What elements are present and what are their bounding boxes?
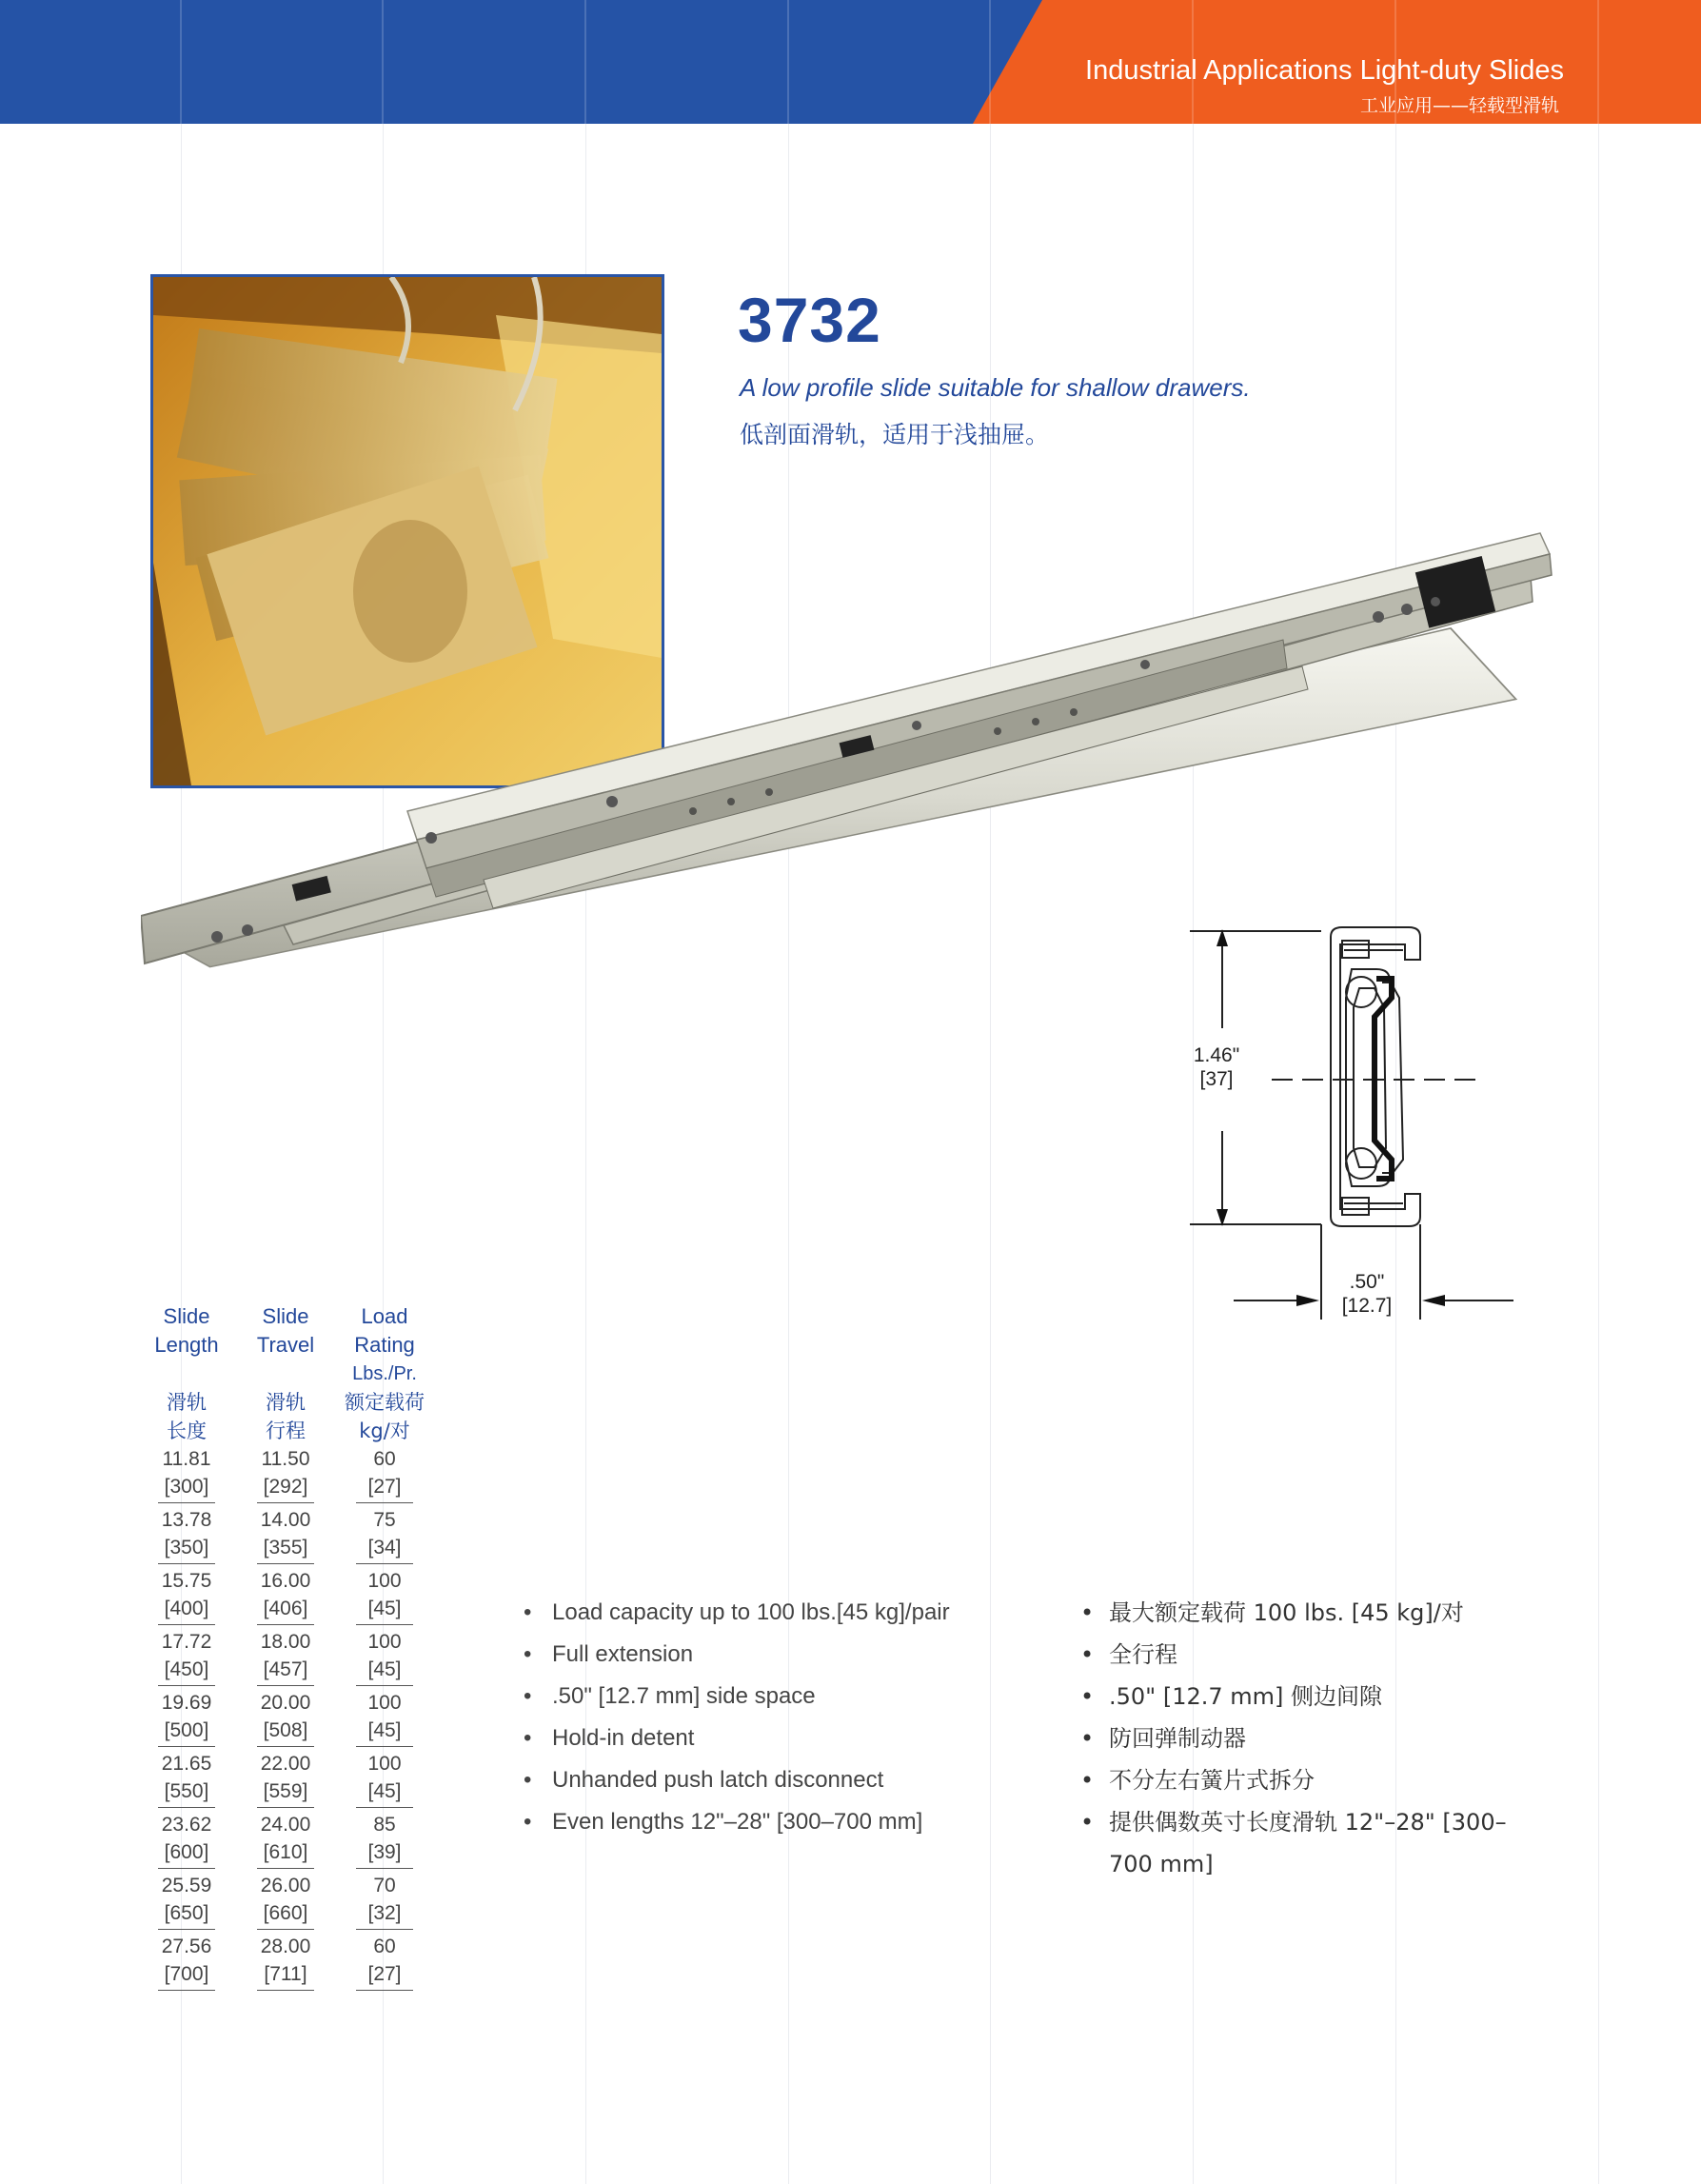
table-cell — [139, 1628, 234, 1683]
cell-value-imperial: 26.00 — [260, 1875, 311, 1896]
cell-value-imperial: 22.00 — [260, 1753, 311, 1775]
cell-value-metric: [700] — [164, 1963, 209, 1985]
bullet-icon: • — [524, 1683, 532, 1709]
cell-value-metric: [650] — [164, 1902, 209, 1924]
header-subtitle: 工业应用——轻载型滑轨 — [1359, 95, 1559, 116]
table-cell — [139, 1811, 234, 1866]
table-cell — [238, 1872, 333, 1927]
cell-value-imperial: 70 — [373, 1875, 396, 1896]
table-cell — [139, 1445, 234, 1500]
bullet-icon: • — [524, 1641, 532, 1667]
row-divider — [356, 1929, 413, 1930]
cell-value-imperial: 27.56 — [161, 1936, 212, 1957]
cell-value-metric: [600] — [164, 1841, 209, 1863]
row-divider — [356, 1502, 413, 1503]
cell-value-metric: [450] — [164, 1658, 209, 1680]
feature-text: .50" [12.7 mm] side space — [552, 1683, 816, 1709]
side-space-inches: .50" — [1349, 1271, 1385, 1293]
cell-value-imperial: 11.81 — [162, 1448, 211, 1470]
row-divider — [356, 1868, 413, 1869]
cell-value-metric: [610] — [263, 1841, 308, 1863]
cell-value-metric: [27] — [367, 1476, 402, 1498]
cell-value-metric: [400] — [164, 1598, 209, 1619]
side-space-mm: [12.7] — [1341, 1295, 1393, 1317]
cell-value-imperial: 13.78 — [161, 1509, 212, 1531]
table-cell — [337, 1933, 432, 1988]
feature-item — [1078, 1592, 1528, 1634]
feature-item — [522, 1634, 950, 1676]
grid-line — [1598, 0, 1599, 2184]
cell-value-metric: [500] — [164, 1719, 209, 1741]
cell-value-metric: [457] — [263, 1658, 308, 1680]
row-divider — [356, 1746, 413, 1747]
row-divider — [158, 1807, 215, 1808]
cell-value-metric: [39] — [367, 1841, 402, 1863]
row-divider — [158, 1624, 215, 1625]
cell-value-metric: [350] — [164, 1537, 209, 1559]
bullet-icon: • — [1080, 1767, 1095, 1794]
table-row — [143, 1750, 419, 1811]
table-cell — [139, 1689, 234, 1744]
bullet-icon: • — [524, 1599, 532, 1625]
row-divider — [356, 1563, 413, 1564]
column-header-slide-travel — [238, 1302, 333, 1445]
table-row — [143, 1567, 419, 1628]
feature-item — [1078, 1676, 1528, 1717]
ball-bearing-slide-illustration — [141, 526, 1588, 983]
table-cell — [238, 1567, 333, 1622]
cell-value-imperial: 100 — [367, 1692, 402, 1714]
table-cell — [337, 1872, 432, 1927]
header-line-zh: 长度 — [167, 1420, 207, 1442]
cell-value-imperial: 15.75 — [161, 1570, 212, 1592]
table-cell — [337, 1628, 432, 1683]
cell-value-metric: [45] — [367, 1658, 402, 1680]
header-line: Rating — [354, 1333, 415, 1357]
row-divider — [257, 1685, 314, 1686]
model-number: 3732 — [738, 285, 881, 355]
cell-value-imperial: 11.50 — [261, 1448, 310, 1470]
cell-value-imperial: 75 — [373, 1509, 396, 1531]
cell-value-metric: [34] — [367, 1537, 402, 1559]
cell-value-imperial: 20.00 — [260, 1692, 311, 1714]
feature-text: 全行程 — [1109, 1641, 1177, 1668]
feature-text: Full extension — [552, 1641, 694, 1667]
header-line — [139, 1360, 234, 1388]
cell-value-metric: [559] — [263, 1780, 308, 1802]
cell-value-imperial: 23.62 — [161, 1814, 212, 1836]
grid-line — [990, 0, 991, 2184]
header-line: Lbs./Pr. — [352, 1363, 417, 1384]
table-cell — [238, 1750, 333, 1805]
bullet-icon: • — [524, 1767, 532, 1793]
cell-value-imperial: 14.00 — [260, 1509, 311, 1531]
row-divider — [158, 1502, 215, 1503]
feature-item — [522, 1801, 950, 1843]
cell-value-imperial: 21.65 — [161, 1753, 212, 1775]
header-line: Length — [154, 1333, 219, 1357]
cell-value-imperial: 100 — [367, 1631, 402, 1653]
cell-value-imperial: 16.00 — [260, 1570, 311, 1592]
table-cell — [238, 1933, 333, 1988]
row-divider — [158, 1990, 215, 1991]
table-cell — [139, 1933, 234, 1988]
feature-text: Unhanded push latch disconnect — [552, 1767, 884, 1793]
bullet-icon: • — [1080, 1809, 1095, 1836]
cell-value-metric: [27] — [367, 1963, 402, 1985]
table-row — [143, 1811, 419, 1872]
tagline-chinese: 低剖面滑轨，适用于浅抽屉。 — [740, 421, 1050, 448]
feature-item — [1078, 1801, 1528, 1885]
bullet-icon: • — [524, 1725, 532, 1751]
table-cell — [337, 1689, 432, 1744]
feature-item — [1078, 1759, 1528, 1801]
bullet-icon: • — [1080, 1599, 1095, 1626]
feature-text: 防回弹制动器 — [1109, 1725, 1246, 1752]
cell-value-imperial: 85 — [373, 1814, 396, 1836]
table-cell — [139, 1750, 234, 1805]
row-divider — [158, 1685, 215, 1686]
cell-value-imperial: 60 — [373, 1448, 396, 1470]
cell-value-metric: [711] — [264, 1963, 307, 1985]
row-divider — [158, 1868, 215, 1869]
header-line: Load — [361, 1304, 408, 1328]
cell-value-metric: [508] — [263, 1719, 308, 1741]
bullet-icon: • — [1080, 1683, 1095, 1710]
height-dimension-label — [1188, 1043, 1245, 1091]
feature-item — [1078, 1717, 1528, 1759]
row-divider — [257, 1746, 314, 1747]
header-line-zh: 额定载荷 — [345, 1391, 425, 1414]
table-cell — [238, 1689, 333, 1744]
row-divider — [257, 1502, 314, 1503]
cell-value-imperial: 28.00 — [260, 1936, 311, 1957]
cross-section-drawing — [1188, 922, 1531, 1321]
feature-text: .50" [12.7 mm] 侧边间隙 — [1109, 1683, 1383, 1710]
height-mm: [37] — [1199, 1068, 1234, 1090]
cell-value-imperial: 100 — [367, 1753, 402, 1775]
row-divider — [257, 1990, 314, 1991]
cell-value-imperial: 19.69 — [161, 1692, 212, 1714]
features-english — [522, 1592, 950, 1843]
table-row — [143, 1445, 419, 1506]
cell-value-metric: [355] — [263, 1537, 308, 1559]
feature-item — [1078, 1634, 1528, 1676]
cell-value-metric: [300] — [164, 1476, 209, 1498]
header-line: Travel — [256, 1333, 315, 1357]
table-cell — [139, 1872, 234, 1927]
header-line-zh: 滑轨 — [167, 1391, 207, 1414]
row-divider — [257, 1929, 314, 1930]
row-divider — [356, 1990, 413, 1991]
header-title: Industrial Applications Light-duty Slides — [1085, 55, 1564, 86]
cell-value-metric: [32] — [367, 1902, 402, 1924]
table-row — [143, 1933, 419, 1994]
row-divider — [356, 1685, 413, 1686]
header-line: Slide — [163, 1304, 210, 1328]
row-divider — [158, 1563, 215, 1564]
cell-value-imperial: 18.00 — [260, 1631, 311, 1653]
table-cell — [238, 1506, 333, 1561]
cell-value-metric: [45] — [367, 1598, 402, 1619]
row-divider — [257, 1868, 314, 1869]
feature-item — [522, 1676, 950, 1717]
feature-text: Load capacity up to 100 lbs.[45 kg]/pair — [552, 1599, 950, 1625]
table-cell — [238, 1628, 333, 1683]
row-divider — [356, 1624, 413, 1625]
tagline-english: A low profile slide suitable for shallow drawers. — [740, 373, 1251, 402]
features-chinese — [1078, 1592, 1528, 1885]
cell-value-metric: [406] — [263, 1598, 308, 1619]
feature-item — [522, 1759, 950, 1801]
table-cell — [337, 1811, 432, 1866]
table-cell — [337, 1750, 432, 1805]
row-divider — [158, 1746, 215, 1747]
column-header-slide-length — [139, 1302, 234, 1445]
cell-value-imperial: 25.59 — [161, 1875, 212, 1896]
table-row — [143, 1689, 419, 1750]
cell-value-metric: [45] — [367, 1719, 402, 1741]
table-cell — [139, 1506, 234, 1561]
table-row — [143, 1872, 419, 1933]
table-cell — [337, 1445, 432, 1500]
table-cell — [238, 1445, 333, 1500]
feature-text: Even lengths 12"–28" [300–700 mm] — [552, 1809, 923, 1835]
header-band — [0, 0, 1701, 124]
bullet-icon: • — [1080, 1725, 1095, 1752]
feature-text: 最大额定载荷 100 lbs. [45 kg]/对 — [1109, 1599, 1464, 1626]
cell-value-metric: [660] — [263, 1902, 308, 1924]
header-line: Slide — [262, 1304, 309, 1328]
bullet-icon: • — [1080, 1641, 1095, 1668]
feature-item — [522, 1717, 950, 1759]
cell-value-imperial: 17.72 — [161, 1631, 212, 1653]
row-divider — [257, 1624, 314, 1625]
row-divider — [158, 1929, 215, 1930]
column-header-load-rating — [337, 1302, 432, 1445]
feature-text: Hold-in detent — [552, 1725, 695, 1751]
table-cell — [337, 1506, 432, 1561]
cell-value-metric: [45] — [367, 1780, 402, 1802]
cell-value-imperial: 24.00 — [260, 1814, 311, 1836]
table-cell — [238, 1811, 333, 1866]
header-line-zh: kg/对 — [359, 1420, 410, 1442]
table-cell — [139, 1567, 234, 1622]
table-row — [143, 1628, 419, 1689]
row-divider — [257, 1807, 314, 1808]
height-inches: 1.46" — [1193, 1044, 1240, 1066]
row-divider — [257, 1563, 314, 1564]
feature-text: 不分左右簧片式拆分 — [1109, 1767, 1315, 1794]
row-divider — [356, 1807, 413, 1808]
cell-value-imperial: 100 — [367, 1570, 402, 1592]
table-row — [143, 1506, 419, 1567]
cell-value-metric: [550] — [164, 1780, 209, 1802]
cell-value-metric: [292] — [263, 1476, 308, 1498]
table-cell — [337, 1567, 432, 1622]
feature-item — [522, 1592, 950, 1634]
bullet-icon: • — [524, 1809, 532, 1835]
header-line — [238, 1360, 333, 1388]
header-line-zh: 行程 — [266, 1420, 306, 1442]
header-line-zh: 滑轨 — [266, 1391, 306, 1414]
feature-text: 提供偶数英寸长度滑轨 12"–28" [300–700 mm] — [1109, 1809, 1507, 1877]
side-space-dimension-label — [1329, 1270, 1405, 1318]
cell-value-imperial: 60 — [373, 1936, 396, 1957]
